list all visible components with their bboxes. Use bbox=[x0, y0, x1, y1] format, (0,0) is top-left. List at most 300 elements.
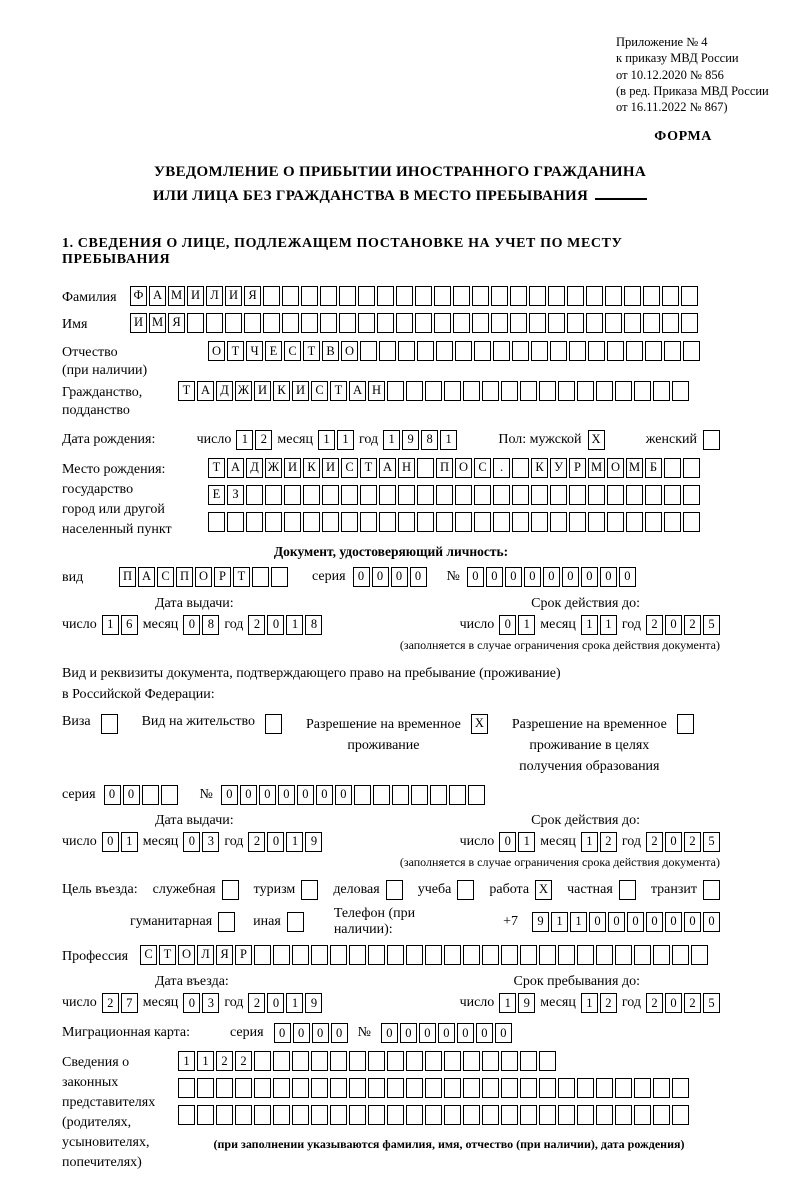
char-cell[interactable]: 2 bbox=[248, 832, 265, 852]
identity-kind-input[interactable] bbox=[119, 567, 288, 587]
char-cell[interactable] bbox=[520, 945, 537, 965]
char-cell[interactable]: 0 bbox=[293, 1023, 310, 1043]
char-cell[interactable]: И bbox=[322, 458, 339, 478]
char-cell[interactable]: У bbox=[550, 458, 567, 478]
char-cell[interactable]: 0 bbox=[524, 567, 541, 587]
char-cell[interactable]: И bbox=[292, 381, 309, 401]
char-cell[interactable]: С bbox=[157, 567, 174, 587]
char-cell[interactable] bbox=[101, 714, 118, 734]
char-cell[interactable] bbox=[482, 381, 499, 401]
identity-series-input[interactable] bbox=[353, 567, 427, 587]
purpose-tourism-checkbox[interactable] bbox=[301, 880, 318, 900]
sex-female-checkbox[interactable] bbox=[703, 430, 720, 450]
char-cell[interactable]: 0 bbox=[665, 993, 682, 1013]
char-cell[interactable] bbox=[377, 313, 394, 333]
char-cell[interactable]: Т bbox=[208, 458, 225, 478]
char-cell[interactable] bbox=[501, 1051, 518, 1071]
char-cell[interactable] bbox=[615, 945, 632, 965]
char-cell[interactable]: 0 bbox=[353, 567, 370, 587]
char-cell[interactable] bbox=[653, 1105, 670, 1125]
char-cell[interactable]: О bbox=[208, 341, 225, 361]
stay-month-input[interactable] bbox=[581, 993, 617, 1013]
char-cell[interactable] bbox=[501, 945, 518, 965]
char-cell[interactable] bbox=[512, 485, 529, 505]
char-cell[interactable] bbox=[634, 945, 651, 965]
char-cell[interactable] bbox=[216, 1105, 233, 1125]
char-cell[interactable] bbox=[558, 945, 575, 965]
identity-issue-year-input[interactable] bbox=[248, 615, 322, 635]
char-cell[interactable] bbox=[569, 341, 586, 361]
char-cell[interactable] bbox=[303, 485, 320, 505]
char-cell[interactable]: Р bbox=[235, 945, 252, 965]
char-cell[interactable] bbox=[292, 1051, 309, 1071]
char-cell[interactable] bbox=[474, 512, 491, 532]
char-cell[interactable]: 0 bbox=[410, 567, 427, 587]
char-cell[interactable] bbox=[322, 485, 339, 505]
char-cell[interactable] bbox=[539, 945, 556, 965]
char-cell[interactable] bbox=[187, 313, 204, 333]
char-cell[interactable] bbox=[605, 313, 622, 333]
char-cell[interactable]: Я bbox=[216, 945, 233, 965]
char-cell[interactable] bbox=[691, 945, 708, 965]
char-cell[interactable]: М bbox=[588, 458, 605, 478]
char-cell[interactable]: П bbox=[176, 567, 193, 587]
char-cell[interactable] bbox=[472, 313, 489, 333]
char-cell[interactable]: 0 bbox=[259, 785, 276, 805]
purpose-other-checkbox[interactable] bbox=[287, 912, 304, 932]
char-cell[interactable] bbox=[664, 485, 681, 505]
char-cell[interactable] bbox=[672, 945, 689, 965]
char-cell[interactable] bbox=[548, 313, 565, 333]
char-cell[interactable]: 0 bbox=[499, 832, 516, 852]
char-cell[interactable] bbox=[645, 512, 662, 532]
char-cell[interactable]: О bbox=[455, 458, 472, 478]
char-cell[interactable]: 0 bbox=[499, 615, 516, 635]
char-cell[interactable] bbox=[634, 1105, 651, 1125]
char-cell[interactable] bbox=[520, 381, 537, 401]
char-cell[interactable] bbox=[436, 485, 453, 505]
residence-series-input[interactable] bbox=[104, 785, 178, 805]
char-cell[interactable]: Т bbox=[303, 341, 320, 361]
char-cell[interactable] bbox=[417, 512, 434, 532]
stay-year-input[interactable] bbox=[646, 993, 720, 1013]
char-cell[interactable] bbox=[703, 880, 720, 900]
char-cell[interactable]: 0 bbox=[274, 1023, 291, 1043]
char-cell[interactable]: 2 bbox=[600, 993, 617, 1013]
char-cell[interactable] bbox=[703, 430, 720, 450]
char-cell[interactable] bbox=[520, 1051, 537, 1071]
temp-residence-checkbox[interactable] bbox=[471, 714, 488, 734]
char-cell[interactable]: Т bbox=[233, 567, 250, 587]
char-cell[interactable] bbox=[588, 485, 605, 505]
purpose-study-checkbox[interactable] bbox=[457, 880, 474, 900]
char-cell[interactable]: 2 bbox=[248, 993, 265, 1013]
char-cell[interactable]: 0 bbox=[646, 912, 663, 932]
char-cell[interactable]: 1 bbox=[102, 615, 119, 635]
char-cell[interactable] bbox=[379, 341, 396, 361]
identity-valid-month-input[interactable] bbox=[581, 615, 617, 635]
char-cell[interactable]: А bbox=[138, 567, 155, 587]
char-cell[interactable] bbox=[244, 313, 261, 333]
char-cell[interactable] bbox=[624, 313, 641, 333]
temp-residence-education-checkbox[interactable] bbox=[677, 714, 694, 734]
char-cell[interactable]: 9 bbox=[305, 993, 322, 1013]
char-cell[interactable] bbox=[330, 1105, 347, 1125]
char-cell[interactable] bbox=[645, 485, 662, 505]
char-cell[interactable] bbox=[672, 381, 689, 401]
char-cell[interactable] bbox=[178, 1078, 195, 1098]
char-cell[interactable] bbox=[263, 286, 280, 306]
char-cell[interactable]: 3 bbox=[202, 832, 219, 852]
char-cell[interactable] bbox=[358, 313, 375, 333]
char-cell[interactable] bbox=[539, 1051, 556, 1071]
char-cell[interactable] bbox=[455, 512, 472, 532]
char-cell[interactable] bbox=[311, 945, 328, 965]
char-cell[interactable] bbox=[683, 485, 700, 505]
char-cell[interactable] bbox=[501, 381, 518, 401]
residence-issue-day-input[interactable] bbox=[102, 832, 138, 852]
char-cell[interactable]: 0 bbox=[589, 912, 606, 932]
birth-month-input[interactable] bbox=[318, 430, 354, 450]
char-cell[interactable] bbox=[596, 1078, 613, 1098]
char-cell[interactable] bbox=[284, 485, 301, 505]
char-cell[interactable]: 5 bbox=[703, 993, 720, 1013]
char-cell[interactable] bbox=[683, 512, 700, 532]
char-cell[interactable] bbox=[577, 945, 594, 965]
char-cell[interactable] bbox=[379, 485, 396, 505]
char-cell[interactable] bbox=[531, 341, 548, 361]
char-cell[interactable]: А bbox=[349, 381, 366, 401]
phone-input[interactable] bbox=[532, 912, 720, 932]
char-cell[interactable] bbox=[311, 1078, 328, 1098]
char-cell[interactable] bbox=[512, 341, 529, 361]
char-cell[interactable]: 1 bbox=[440, 430, 457, 450]
char-cell[interactable]: 8 bbox=[202, 615, 219, 635]
char-cell[interactable] bbox=[626, 341, 643, 361]
char-cell[interactable]: 0 bbox=[505, 567, 522, 587]
char-cell[interactable]: X bbox=[588, 430, 605, 450]
purpose-humanitarian-checkbox[interactable] bbox=[218, 912, 235, 932]
char-cell[interactable] bbox=[577, 381, 594, 401]
char-cell[interactable]: 1 bbox=[121, 832, 138, 852]
char-cell[interactable] bbox=[360, 341, 377, 361]
char-cell[interactable] bbox=[398, 512, 415, 532]
char-cell[interactable]: 0 bbox=[372, 567, 389, 587]
char-cell[interactable] bbox=[624, 286, 641, 306]
char-cell[interactable]: 1 bbox=[518, 615, 535, 635]
char-cell[interactable]: О bbox=[178, 945, 195, 965]
char-cell[interactable] bbox=[607, 512, 624, 532]
char-cell[interactable] bbox=[263, 313, 280, 333]
char-cell[interactable]: 0 bbox=[419, 1023, 436, 1043]
char-cell[interactable] bbox=[531, 512, 548, 532]
char-cell[interactable] bbox=[567, 286, 584, 306]
char-cell[interactable]: 0 bbox=[543, 567, 560, 587]
char-cell[interactable] bbox=[197, 1105, 214, 1125]
purpose-work-checkbox[interactable] bbox=[535, 880, 552, 900]
char-cell[interactable] bbox=[235, 1078, 252, 1098]
char-cell[interactable] bbox=[208, 512, 225, 532]
char-cell[interactable] bbox=[444, 1105, 461, 1125]
stay-day-input[interactable] bbox=[499, 993, 535, 1013]
identity-issue-day-input[interactable] bbox=[102, 615, 138, 635]
char-cell[interactable]: 8 bbox=[421, 430, 438, 450]
char-cell[interactable] bbox=[455, 485, 472, 505]
char-cell[interactable] bbox=[683, 341, 700, 361]
citizenship-input[interactable] bbox=[178, 381, 689, 401]
char-cell[interactable] bbox=[387, 1078, 404, 1098]
char-cell[interactable]: 0 bbox=[562, 567, 579, 587]
char-cell[interactable] bbox=[354, 785, 371, 805]
char-cell[interactable]: 0 bbox=[331, 1023, 348, 1043]
char-cell[interactable] bbox=[271, 567, 288, 587]
char-cell[interactable]: Н bbox=[368, 381, 385, 401]
char-cell[interactable] bbox=[643, 286, 660, 306]
char-cell[interactable] bbox=[463, 1078, 480, 1098]
char-cell[interactable]: 9 bbox=[402, 430, 419, 450]
char-cell[interactable]: 6 bbox=[121, 615, 138, 635]
entry-month-input[interactable] bbox=[183, 993, 219, 1013]
char-cell[interactable] bbox=[596, 945, 613, 965]
char-cell[interactable] bbox=[444, 381, 461, 401]
char-cell[interactable]: 1 bbox=[197, 1051, 214, 1071]
char-cell[interactable]: 9 bbox=[305, 832, 322, 852]
char-cell[interactable]: 0 bbox=[102, 832, 119, 852]
char-cell[interactable] bbox=[463, 1051, 480, 1071]
char-cell[interactable]: Я bbox=[244, 286, 261, 306]
char-cell[interactable] bbox=[444, 945, 461, 965]
char-cell[interactable]: 3 bbox=[202, 993, 219, 1013]
char-cell[interactable]: Д bbox=[216, 381, 233, 401]
char-cell[interactable]: 0 bbox=[665, 832, 682, 852]
char-cell[interactable]: З bbox=[227, 485, 244, 505]
char-cell[interactable] bbox=[493, 512, 510, 532]
char-cell[interactable] bbox=[398, 485, 415, 505]
residence-issue-month-input[interactable] bbox=[183, 832, 219, 852]
char-cell[interactable]: 0 bbox=[267, 615, 284, 635]
representatives-row1-input[interactable] bbox=[178, 1051, 720, 1071]
char-cell[interactable] bbox=[225, 313, 242, 333]
char-cell[interactable]: Ж bbox=[235, 381, 252, 401]
char-cell[interactable] bbox=[474, 485, 491, 505]
char-cell[interactable] bbox=[577, 1078, 594, 1098]
char-cell[interactable] bbox=[425, 1078, 442, 1098]
char-cell[interactable]: 2 bbox=[646, 993, 663, 1013]
residence-permit-checkbox[interactable] bbox=[265, 714, 282, 734]
char-cell[interactable] bbox=[634, 381, 651, 401]
char-cell[interactable] bbox=[681, 313, 698, 333]
char-cell[interactable]: 1 bbox=[286, 615, 303, 635]
char-cell[interactable]: 0 bbox=[316, 785, 333, 805]
char-cell[interactable] bbox=[425, 381, 442, 401]
char-cell[interactable]: Ф bbox=[130, 286, 147, 306]
char-cell[interactable]: Л bbox=[206, 286, 223, 306]
char-cell[interactable] bbox=[341, 512, 358, 532]
char-cell[interactable] bbox=[586, 313, 603, 333]
char-cell[interactable]: 2 bbox=[684, 832, 701, 852]
char-cell[interactable] bbox=[222, 880, 239, 900]
char-cell[interactable] bbox=[681, 286, 698, 306]
char-cell[interactable] bbox=[406, 381, 423, 401]
char-cell[interactable]: Е bbox=[208, 485, 225, 505]
birth-day-input[interactable] bbox=[236, 430, 272, 450]
char-cell[interactable]: 0 bbox=[278, 785, 295, 805]
char-cell[interactable] bbox=[406, 945, 423, 965]
char-cell[interactable] bbox=[330, 1078, 347, 1098]
birth-place-row3-input[interactable] bbox=[208, 512, 700, 532]
char-cell[interactable]: С bbox=[140, 945, 157, 965]
char-cell[interactable]: И bbox=[254, 381, 271, 401]
char-cell[interactable] bbox=[161, 785, 178, 805]
char-cell[interactable] bbox=[550, 341, 567, 361]
char-cell[interactable] bbox=[615, 1078, 632, 1098]
char-cell[interactable] bbox=[227, 512, 244, 532]
char-cell[interactable] bbox=[436, 512, 453, 532]
char-cell[interactable] bbox=[662, 286, 679, 306]
char-cell[interactable]: О bbox=[195, 567, 212, 587]
char-cell[interactable] bbox=[386, 880, 403, 900]
char-cell[interactable]: И bbox=[130, 313, 147, 333]
char-cell[interactable]: Е bbox=[265, 341, 282, 361]
char-cell[interactable]: 2 bbox=[646, 832, 663, 852]
char-cell[interactable]: X bbox=[471, 714, 488, 734]
char-cell[interactable] bbox=[653, 1078, 670, 1098]
char-cell[interactable] bbox=[339, 286, 356, 306]
char-cell[interactable]: 0 bbox=[627, 912, 644, 932]
char-cell[interactable] bbox=[406, 1078, 423, 1098]
birth-place-row2-input[interactable] bbox=[208, 485, 700, 505]
char-cell[interactable]: 2 bbox=[255, 430, 272, 450]
char-cell[interactable] bbox=[653, 381, 670, 401]
char-cell[interactable]: 2 bbox=[684, 993, 701, 1013]
char-cell[interactable]: 2 bbox=[248, 615, 265, 635]
char-cell[interactable]: Р bbox=[214, 567, 231, 587]
char-cell[interactable] bbox=[493, 485, 510, 505]
char-cell[interactable] bbox=[683, 458, 700, 478]
migration-number-input[interactable] bbox=[381, 1023, 512, 1043]
char-cell[interactable] bbox=[501, 1078, 518, 1098]
char-cell[interactable] bbox=[387, 381, 404, 401]
char-cell[interactable] bbox=[457, 880, 474, 900]
char-cell[interactable]: И bbox=[225, 286, 242, 306]
char-cell[interactable] bbox=[588, 512, 605, 532]
char-cell[interactable]: П bbox=[436, 458, 453, 478]
purpose-private-checkbox[interactable] bbox=[619, 880, 636, 900]
char-cell[interactable]: Т bbox=[330, 381, 347, 401]
patronymic-input[interactable] bbox=[208, 341, 700, 361]
char-cell[interactable] bbox=[529, 286, 546, 306]
char-cell[interactable] bbox=[664, 458, 681, 478]
char-cell[interactable] bbox=[453, 313, 470, 333]
char-cell[interactable] bbox=[396, 313, 413, 333]
char-cell[interactable] bbox=[664, 341, 681, 361]
purpose-business-checkbox[interactable] bbox=[386, 880, 403, 900]
char-cell[interactable] bbox=[512, 458, 529, 478]
char-cell[interactable]: 0 bbox=[400, 1023, 417, 1043]
char-cell[interactable] bbox=[510, 313, 527, 333]
char-cell[interactable]: 0 bbox=[581, 567, 598, 587]
char-cell[interactable]: 1 bbox=[518, 832, 535, 852]
char-cell[interactable]: 1 bbox=[499, 993, 516, 1013]
char-cell[interactable] bbox=[292, 1078, 309, 1098]
char-cell[interactable] bbox=[368, 945, 385, 965]
char-cell[interactable]: Т bbox=[178, 381, 195, 401]
char-cell[interactable]: А bbox=[227, 458, 244, 478]
char-cell[interactable] bbox=[539, 1078, 556, 1098]
char-cell[interactable] bbox=[284, 512, 301, 532]
char-cell[interactable]: Н bbox=[398, 458, 415, 478]
char-cell[interactable] bbox=[206, 313, 223, 333]
char-cell[interactable] bbox=[368, 1078, 385, 1098]
char-cell[interactable]: 1 bbox=[383, 430, 400, 450]
char-cell[interactable] bbox=[672, 1078, 689, 1098]
char-cell[interactable]: . bbox=[493, 458, 510, 478]
char-cell[interactable] bbox=[320, 313, 337, 333]
char-cell[interactable] bbox=[387, 945, 404, 965]
char-cell[interactable]: А bbox=[197, 381, 214, 401]
char-cell[interactable] bbox=[626, 485, 643, 505]
char-cell[interactable]: 0 bbox=[183, 832, 200, 852]
char-cell[interactable] bbox=[550, 485, 567, 505]
char-cell[interactable]: Т bbox=[159, 945, 176, 965]
char-cell[interactable]: С bbox=[311, 381, 328, 401]
char-cell[interactable] bbox=[246, 485, 263, 505]
char-cell[interactable] bbox=[434, 313, 451, 333]
entry-day-input[interactable] bbox=[102, 993, 138, 1013]
char-cell[interactable] bbox=[216, 1078, 233, 1098]
char-cell[interactable]: 1 bbox=[581, 993, 598, 1013]
char-cell[interactable] bbox=[558, 1078, 575, 1098]
char-cell[interactable]: 0 bbox=[608, 912, 625, 932]
char-cell[interactable] bbox=[349, 945, 366, 965]
char-cell[interactable]: А bbox=[149, 286, 166, 306]
char-cell[interactable] bbox=[653, 945, 670, 965]
char-cell[interactable] bbox=[417, 341, 434, 361]
birth-year-input[interactable] bbox=[383, 430, 457, 450]
char-cell[interactable] bbox=[358, 286, 375, 306]
char-cell[interactable] bbox=[539, 1105, 556, 1125]
char-cell[interactable] bbox=[529, 313, 546, 333]
char-cell[interactable] bbox=[425, 1051, 442, 1071]
char-cell[interactable] bbox=[197, 1078, 214, 1098]
char-cell[interactable] bbox=[436, 341, 453, 361]
char-cell[interactable] bbox=[142, 785, 159, 805]
char-cell[interactable]: 0 bbox=[457, 1023, 474, 1043]
char-cell[interactable] bbox=[482, 1078, 499, 1098]
char-cell[interactable] bbox=[254, 945, 271, 965]
char-cell[interactable] bbox=[482, 1051, 499, 1071]
char-cell[interactable] bbox=[265, 512, 282, 532]
char-cell[interactable] bbox=[474, 341, 491, 361]
char-cell[interactable] bbox=[406, 1105, 423, 1125]
char-cell[interactable] bbox=[539, 381, 556, 401]
char-cell[interactable]: 1 bbox=[551, 912, 568, 932]
char-cell[interactable] bbox=[417, 485, 434, 505]
char-cell[interactable] bbox=[301, 880, 318, 900]
char-cell[interactable] bbox=[349, 1078, 366, 1098]
char-cell[interactable] bbox=[645, 341, 662, 361]
char-cell[interactable] bbox=[586, 286, 603, 306]
char-cell[interactable] bbox=[520, 1105, 537, 1125]
char-cell[interactable]: 2 bbox=[600, 832, 617, 852]
char-cell[interactable] bbox=[218, 912, 235, 932]
residence-number-input[interactable] bbox=[221, 785, 485, 805]
char-cell[interactable] bbox=[607, 341, 624, 361]
char-cell[interactable]: О bbox=[607, 458, 624, 478]
char-cell[interactable] bbox=[282, 313, 299, 333]
char-cell[interactable]: 0 bbox=[703, 912, 720, 932]
char-cell[interactable]: Т bbox=[227, 341, 244, 361]
